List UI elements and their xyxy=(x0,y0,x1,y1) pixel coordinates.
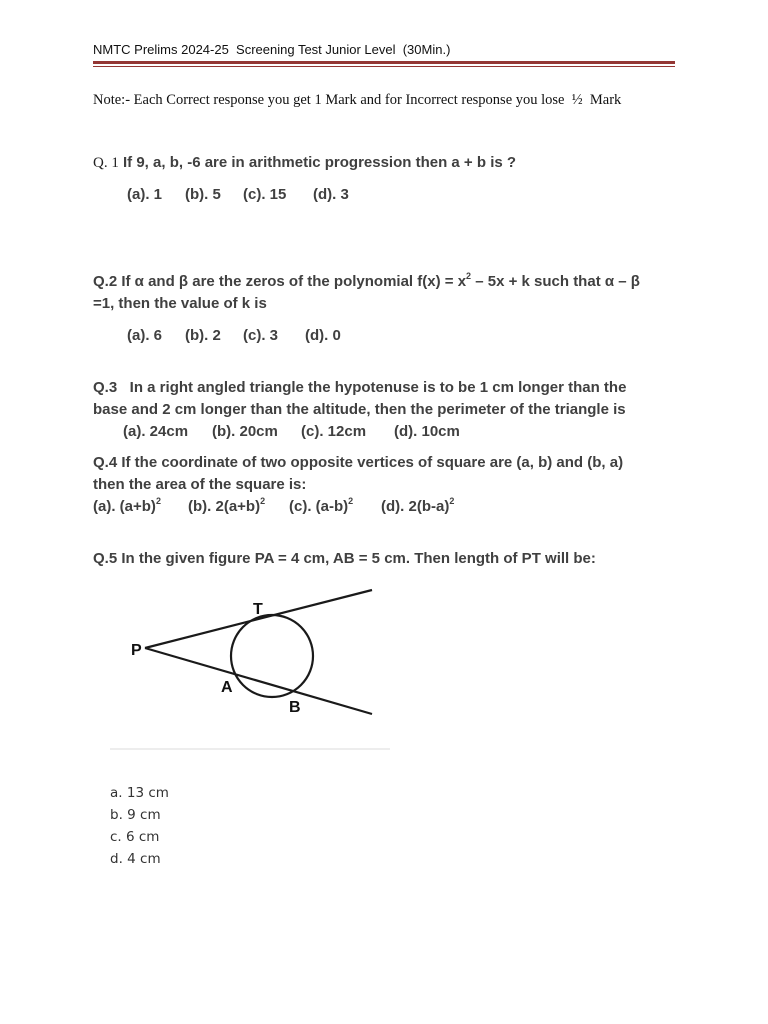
question-2 xyxy=(93,271,673,315)
q5-option-a: a. 13 cm xyxy=(110,785,169,801)
q4-option-b-exponent: 2 xyxy=(260,496,266,506)
tangent-line xyxy=(145,590,372,648)
q1-option-c: (c). 15 xyxy=(243,186,287,203)
tangent-secant-figure xyxy=(110,578,392,750)
q3-option-d: (d). 10cm xyxy=(394,423,460,440)
question-5-options xyxy=(110,782,169,870)
q1-option-a: (a). 1 xyxy=(127,186,163,203)
q4-option-c-exponent: 2 xyxy=(348,496,354,506)
q4-option-d-text: (d). 2(b-a) xyxy=(381,498,450,515)
label-p: P xyxy=(131,642,142,659)
q1-option-b: (b). 5 xyxy=(185,186,221,203)
q4-option-c-text: (c). (a-b) xyxy=(289,498,349,515)
label-a: A xyxy=(221,679,233,696)
question-4-line-2: then the area of the square is: xyxy=(93,476,307,493)
q4-option-a-exponent: 2 xyxy=(155,496,161,506)
marking-note: Note:- Each Correct response you get 1 Mark and for Incorrect response you lose ½ Mark xyxy=(93,92,622,108)
q3-option-c: (c). 12cm xyxy=(301,423,367,440)
q4-option-c xyxy=(289,498,353,515)
q3-option-a: (a). 24cm xyxy=(123,423,189,440)
header-rule-thin xyxy=(93,66,675,67)
question-2-line-1 xyxy=(93,271,673,293)
question-3-line-2: base and 2 cm longer than the altitude, then the perimeter of the triangle is xyxy=(93,401,626,418)
figure-bottom-edge xyxy=(110,748,390,750)
q4-option-b-text: (b). 2(a+b) xyxy=(188,498,261,515)
q2-option-b: (b). 2 xyxy=(185,327,221,344)
q1-option-d: (d). 3 xyxy=(313,186,349,203)
question-4-line-1: Q.4 If the coordinate of two opposite vertices of square are (a, b) and (b, a) xyxy=(93,454,624,471)
question-1-number: Q. 1 xyxy=(93,155,119,171)
header-rule-thick xyxy=(93,61,675,64)
question-1 xyxy=(93,152,673,174)
question-2-text-b: – 5x + k such that α – β xyxy=(471,273,640,290)
question-3-line-1: Q.3 In a right angled triangle the hypotenuse is to be 1 cm longer than the xyxy=(93,379,627,396)
q2-option-d: (d). 0 xyxy=(305,327,341,344)
question-2-text-a: Q.2 If α and β are the zeros of the polynomial f(x) = x xyxy=(93,273,467,290)
q4-option-d-exponent: 2 xyxy=(449,496,455,506)
q2-option-c: (c). 3 xyxy=(243,327,279,344)
secant-line xyxy=(145,648,372,714)
q4-option-a xyxy=(93,498,161,515)
q4-option-a-text: (a). (a+b) xyxy=(93,498,156,515)
q4-option-b xyxy=(188,498,265,515)
question-4 xyxy=(93,452,673,496)
question-2-exponent: 2 xyxy=(466,271,472,281)
question-1-text: If 9, a, b, -6 are in arithmetic progression then a + b is ? xyxy=(118,154,517,171)
label-t: T xyxy=(253,601,263,618)
q5-option-b: b. 9 cm xyxy=(110,807,161,823)
question-2-line-2: =1, then the value of k is xyxy=(93,295,267,312)
q4-option-d xyxy=(381,498,454,515)
q2-option-a: (a). 6 xyxy=(127,327,163,344)
q5-option-d: d. 4 cm xyxy=(110,851,161,867)
q3-option-b: (b). 20cm xyxy=(212,423,278,440)
question-3 xyxy=(93,377,673,421)
label-b: B xyxy=(289,699,301,716)
question-5: Q.5 In the given figure PA = 4 cm, AB = 5 cm. Then length of PT will be: xyxy=(93,550,596,567)
q5-option-c: c. 6 cm xyxy=(110,829,160,845)
page-header: NMTC Prelims 2024-25 Screening Test Junior Level (30Min.) xyxy=(93,42,451,57)
